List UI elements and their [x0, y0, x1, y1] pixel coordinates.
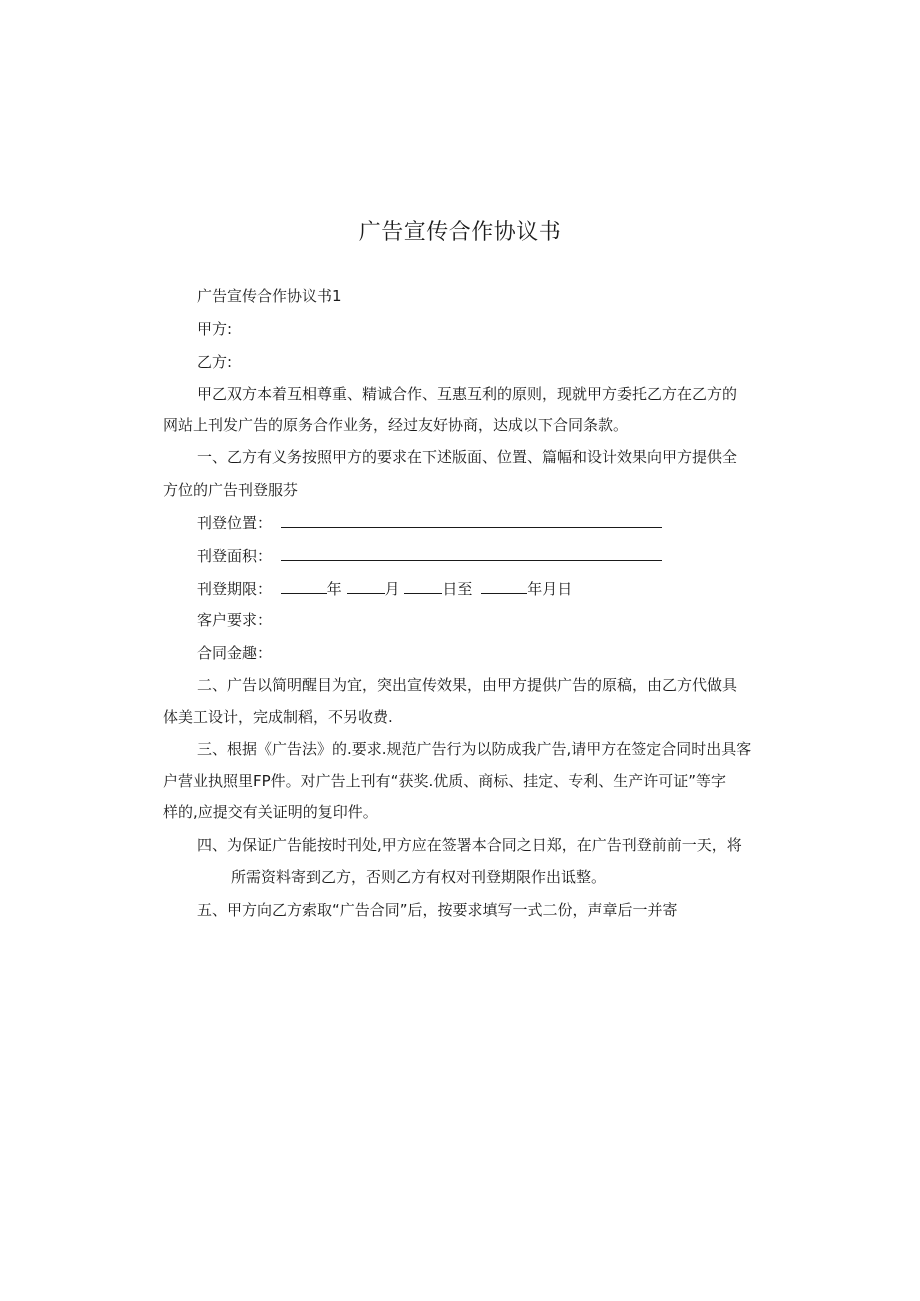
period-day-to-text: 日至	[442, 580, 473, 598]
area-blank	[281, 544, 662, 561]
customer-requirements-label: 客户要求：	[197, 611, 273, 629]
position-blank	[281, 511, 662, 528]
intro-paragraph-line2: 网站上刊发广告的原务合作业务，经过友好协商，达成以下合同条款。	[163, 416, 629, 434]
document-title: 广告宣传合作协议书	[358, 220, 562, 245]
period-label: 刊登期限：	[197, 580, 273, 598]
area-row	[197, 544, 662, 567]
period-end-blank	[481, 577, 527, 594]
intro-paragraph-line1: 甲乙双方本着互相尊重、精诚合作、互惠互利的原则，现就甲方委托乙方在乙方的	[197, 385, 738, 403]
clause-4-line1: 四、为保证广告能按时刊处,甲方应在签署本合同之日郑，在广告刊登前前一天，将	[197, 836, 742, 854]
position-row	[197, 511, 662, 534]
clause-5-line1: 五、甲方向乙方索取“广告合同”后，按要求填写一式二份，声章后一并寄	[197, 901, 678, 919]
subtitle: 广告宣传合作协议书1	[197, 287, 342, 305]
clause-3-line2: 户营业执照里FP件。对广告上刊有“获奖.优质、商标、挂定、专利、生产许可证”等字	[163, 772, 726, 790]
clause-2-line1: 二、广告以简明醒目为宜，突出宣传效果，由甲方提供广告的原稿，由乙方代做具	[197, 676, 738, 694]
clause-4-line2: 所需资料寄到乙方，否则乙方有权对刊登期限作出诋整。	[231, 868, 607, 886]
clause-1-line2: 方位的广告刊登服芬	[163, 481, 299, 499]
position-label: 刊登位置：	[197, 514, 273, 532]
period-day-blank	[404, 577, 442, 594]
clause-3-line1: 三、根据《广告法》的.要求.规范广告行为以防成我广告,请甲方在签定合同时出具客	[197, 740, 752, 758]
period-row	[197, 577, 572, 600]
area-label: 刊登面积：	[197, 547, 273, 565]
period-month-blank	[347, 577, 385, 594]
clause-3-line3: 样的,应提交有关证明的复印件。	[163, 803, 378, 821]
period-end-text: 年月日	[527, 580, 573, 598]
contract-amount-label: 合同金趣：	[197, 644, 273, 662]
clause-2-line2: 体美工设计，完成制稻，不另收费.	[163, 708, 393, 726]
period-month-text: 月	[384, 580, 400, 598]
period-year-text: 年	[326, 580, 342, 598]
period-year-blank	[281, 577, 327, 594]
party-b-label: 乙方:	[197, 353, 233, 371]
party-a-label: 甲方:	[197, 320, 233, 338]
clause-1-line1: 一、乙方有义务按照甲方的要求在下述版面、位置、篇幅和设计效果向甲方提供全	[197, 448, 738, 466]
